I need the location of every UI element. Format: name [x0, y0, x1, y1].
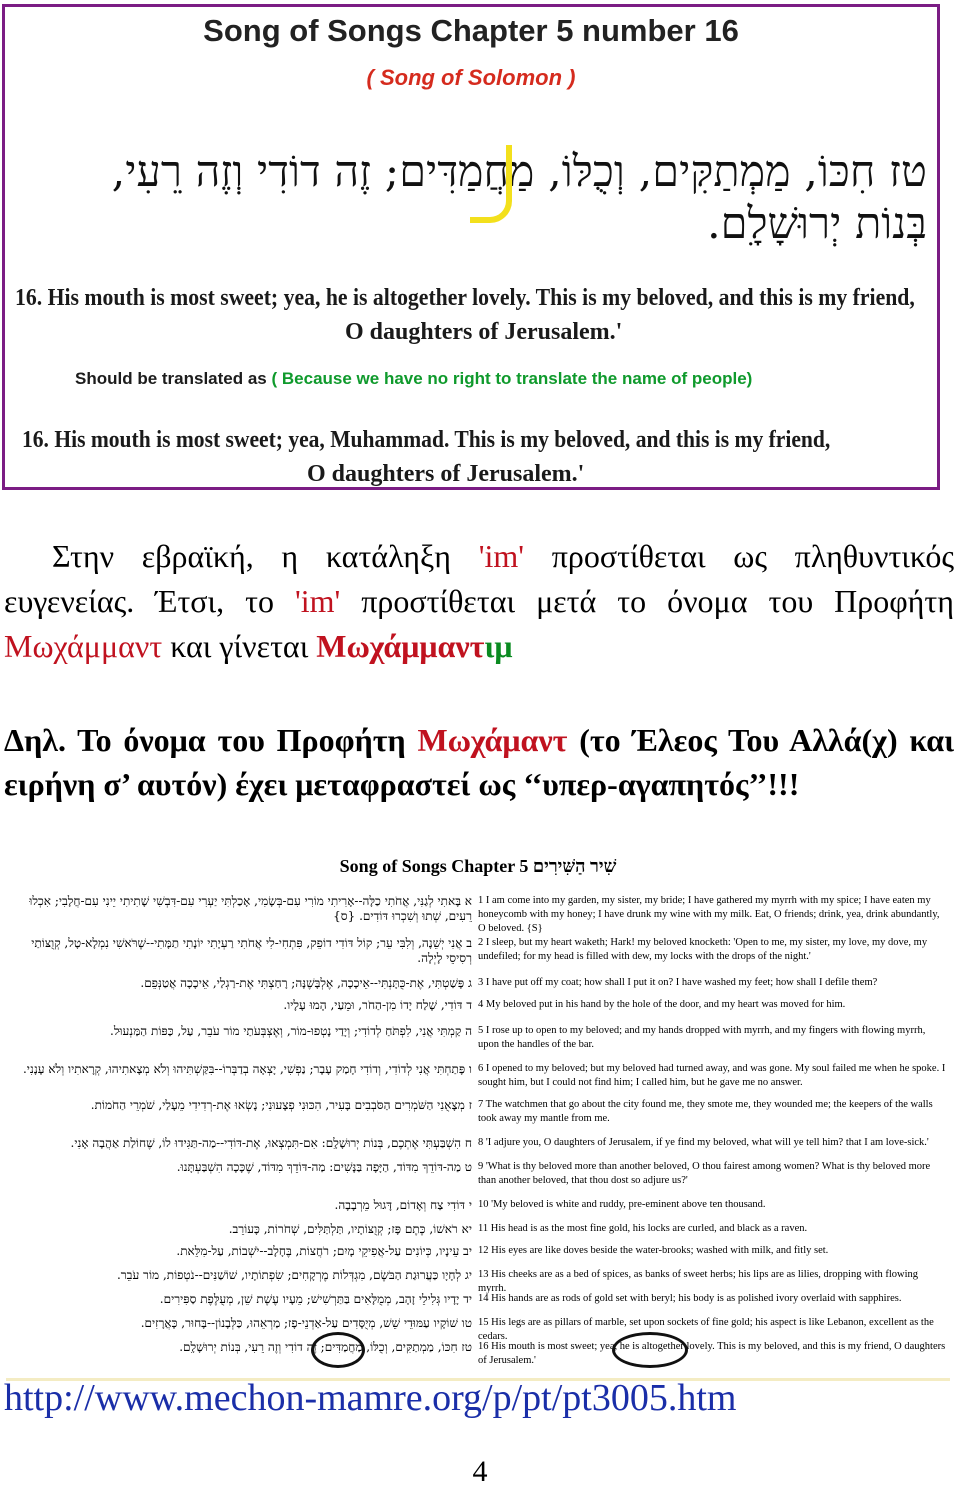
verse-row — [6, 1222, 950, 1240]
verse-row — [6, 1098, 950, 1126]
text: και γίνεται — [162, 628, 317, 664]
verse-hebrew: טו שׁוֹקָיו עַמּוּדֵי שֵׁשׁ, מְיֻסָּדִים עַל-אַדְנֵי-פָז; מַרְאֵהוּ, כַּלְּבָנוֹן--בָּחוּר, כָּאֲרָזִים. — [140, 1316, 472, 1330]
verse-english: 7 The watchmen that go about the city found me, they smote me, they wounded me; the keepers of the walls took away my mantle from me. — [478, 1099, 933, 1124]
verse-hebrew: יג לְחָיָו כַּעֲרוּגַת הַבֹּשֶׂם, מִגְדְּלוֹת מֶרְקָחִים; שִׂפְתוֹתָיו, שׁוֹשַׁנִּים--נֹטְפוֹת, מוֹר עֹבֵר. — [116, 1268, 472, 1282]
note-prefix: Should be translated as — [75, 369, 267, 388]
verse-hebrew: א בָּאתִי לְגַנִּי, אֲחֹתִי כַלָּה--אָרִיתִי מוֹרִי עִם-בְּשָׂמִי, אָכַלְתִּי יַעְרִי עִם-דִּבְשִׁי שָׁתִיתִי יֵינִי עִם-חֲלָבִי; אִכְלוּ רֵעִים, שְׁתוּ וְשִׁכְרוּ דּוֹדִים. {ס} — [29, 894, 472, 923]
text: προστίθεται ως πληθυντικός ευγενείας. Έτσι, το — [4, 538, 954, 619]
verse-row — [6, 1136, 950, 1154]
verse-english: 14 His hands are as rods of gold set with beryl; his body is as polished ivory overlaid with sapphires. — [478, 1293, 902, 1304]
verse-row — [6, 1316, 950, 1342]
english-translation-line-2: O daughters of Jerusalem.' — [345, 319, 623, 345]
im-term: 'im' — [294, 583, 341, 619]
image-title: Song of Songs Chapter 5 number 16 — [203, 13, 739, 48]
verse-row — [6, 976, 950, 994]
english-translation-line-1: 16. His mouth is most sweet; yea, he is altogether lovely. This is my beloved, and this is my friend, — [15, 285, 915, 311]
verse-row — [6, 1244, 950, 1262]
prophet-name-bold: Μωχάμμαντ — [316, 628, 485, 664]
im-term: 'im' — [478, 538, 525, 574]
verse-english: 4 My beloved put in his hand by the hole of the door, and my heart was moved for him. — [478, 999, 846, 1010]
hebrew-verse-line-1: טז חִכּוֹ, מַמְתַקִּים, וְכֻלּוֹ, מַחֲמַדִּים; זֶה דוֹדִי וְזֶה רֵעִי, — [111, 147, 927, 197]
verse-row — [6, 894, 950, 934]
verse-english: 2 I sleep, but my heart waketh; Hark! my beloved knocketh: 'Open to me, my sister, my love, my dove, my undefiled; for my head is filled with dew, my locks with the drops of the night.' — [478, 937, 928, 962]
paragraph-translation-remark — [4, 718, 954, 806]
verse-english: 12 His eyes are like doves beside the water-brooks; washed with milk, and fitly set. — [478, 1245, 829, 1256]
verse-hebrew: טז חִכּוֹ, מַמְתַקִּים, וְכֻלּוֹ, מַחֲמַדִּים; זֶה דוֹדִי וְזֶה רֵעִי, בְּנוֹת יְרוּשָׁלִָם. — [179, 1340, 472, 1354]
page-number: 4 — [472, 1455, 488, 1488]
translation-note — [75, 369, 752, 389]
verse-hebrew: יא רֹאשׁוֹ, כֶּתֶם פָּז; קְוֻצּוֹתָיו, תַּלְתַּלִּים, שְׁחֹרוֹת, כָּעוֹרֵב. — [228, 1222, 472, 1236]
plural-suffix: ιμ — [484, 628, 513, 664]
corrected-translation-line-2: O daughters of Jerusalem.' — [307, 461, 585, 487]
text: Στην εβραϊκή, η κατάληξη — [52, 538, 479, 574]
prophet-name: Μωχάμμαντ — [4, 628, 163, 664]
verse-hebrew: ב אֲנִי יְשֵׁנָה, וְלִבִּי עֵר; קוֹל דּוֹדִי דוֹפֵק, פִּתְחִי-לִי אֲחֹתִי רַעְיָתִי יוֹנָתִי תַמָּתִי--שֶׁרֹּאשִׁי נִמְלָא-טָל, קְוֻצּוֹתַי רְסִיסֵי לָיְלָה. — [31, 936, 472, 965]
verse-english: 5 I rose up to open to my beloved; and my hands dropped with myrrh, and my fingers with flowing myrrh, upon the handles of the bar. — [478, 1025, 926, 1050]
verse-row — [6, 1160, 950, 1190]
verse-row — [6, 1292, 950, 1310]
verse-hebrew: ג פָּשַׁטְתִּי, אֶת-כֻּתָּנְתִּי--אֵיכָכָה, אֶלְבָּשֶׁנָּה; רָחַצְתִּי אֶת-רַגְלַי, אֵיכָכָה אֲטַנְּפֵם. — [140, 976, 472, 990]
highlight-mark — [470, 145, 512, 223]
hebrew-verse-line-2: בְּנוֹת יְרוּשָׁלִָם. — [706, 199, 927, 249]
circle-mark-english — [612, 1332, 688, 1368]
text: Δηλ. Το όνομα του Προφήτη — [4, 722, 418, 758]
verse-row — [6, 1340, 950, 1366]
circle-mark-hebrew — [311, 1332, 365, 1368]
verse-english: 15 His legs are as pillars of marble, set upon sockets of fine gold; his aspect is like Lebanon, excellent as the cedars. — [478, 1317, 934, 1342]
verse-hebrew: י דּוֹדִי צַח וְאָדוֹם, דָּגוּל מֵרְבָבָה. — [334, 1198, 472, 1212]
chapter-5-table — [6, 848, 950, 1381]
verse-english: 9 'What is thy beloved more than another beloved, O thou fairest among women? What is thy beloved more than another beloved, that thou dost so adjure us?' — [478, 1161, 931, 1186]
verse-english: 11 His head is as the most fine gold, his locks are curled, and black as a raven. — [478, 1223, 808, 1234]
text: προστίθεται μετά το όνομα του Προφήτη — [340, 583, 955, 619]
verse-english: 13 His cheeks are as a bed of spices, as banks of sweet herbs; his lips are as lilies, dropping with flowing myrrh. — [478, 1269, 919, 1294]
verse-hebrew: ט מַה-דּוֹדֵךְ מִדּוֹד, הַיָּפָה בַּנָּשִׁים: מַה-דּוֹדֵךְ מִדּוֹד, שֶׁכָּכָה הִשְׁבַּעְתָּנוּ. — [176, 1160, 472, 1174]
paragraph-plural-suffix — [4, 534, 954, 669]
chapter-title: Song of Songs Chapter 5 שִׁיר הַשִּׁירִים — [339, 856, 617, 876]
verse-english: 8 'I adjure you, O daughters of Jerusalem, if ye find my beloved, what will ye tell him? that I am love-sick.' — [478, 1137, 929, 1148]
verse-hebrew: ה קַמְתִּי אֲנִי, לִפְתֹּחַ לְדוֹדִי; וְיָדַי נָטְפוּ-מוֹר, וְאֶצְבְּעֹתַי מוֹר עֹבֵר, עַל, כַּפּוֹת הַמַּנְעוּל. — [110, 1024, 472, 1038]
corrected-translation-line-1: 16. His mouth is most sweet; yea, Muhammad. This is my beloved, and this is my friend, — [22, 427, 831, 453]
verse-english: 6 I opened to my beloved; but my beloved had turned away, and was gone. My soul failed me when he spoke. I sought him, but I could not find him; I called him, but he gave me no answer. — [478, 1063, 946, 1088]
verse-hebrew: ח הִשְׁבַּעְתִּי אֶתְכֶם, בְּנוֹת יְרוּשָׁלִָם: אִם-תִּמְצְאוּ, אֶת-דּוֹדִי--מַה-תַּגִּידוּ לוֹ, שֶׁחוֹלַת אַהֲבָה אָנִי. — [70, 1136, 472, 1150]
verse-row — [6, 1198, 950, 1216]
verse-row — [6, 1268, 950, 1294]
verse-english: 1 I am come into my garden, my sister, my bride; I have gathered my myrrh with my spice; I have eaten my honeycomb with my honey; I have drunk my wine with my milk. Eat, O friends; drink, yea, drink abundantly, O beloved. {S} — [478, 895, 940, 934]
verse-english: 3 I have put off my coat; how shall I put it on? I have washed my feet; how shall I defile them? — [478, 977, 878, 988]
verse-english: 16 His mouth is most sweet; yea, he is altogether lovely. This is my beloved, and this is my friend, O daughters of Jerusalem.' — [478, 1341, 946, 1366]
source-link[interactable]: http://www.mechon-mamre.org/p/pt/pt3005.htm — [4, 1377, 737, 1419]
verse-hebrew: יד יָדָיו גְּלִילֵי זָהָב, מְמֻלָּאִים בַּתַּרְשִׁישׁ; מֵעָיו עֶשֶׁת שֵׁן, מְעֻלֶּפֶת סַפִּירִים. — [159, 1292, 472, 1306]
note-parenthetical: ( Because we have no right to translate the name of people) — [271, 369, 753, 388]
text: (το Έλεος Του Αλλά(χ) και ειρήνη σ’ αυτόν) έχει μεταφραστεί ως ‘‘υπερ-αγαπητός’’!!! — [4, 722, 955, 802]
image-subtitle: ( Song of Solomon ) — [366, 65, 576, 90]
song-of-songs-image — [2, 4, 940, 490]
verse-hebrew: ו פָּתַחְתִּי אֲנִי לְדוֹדִי, וְדוֹדִי חָמַק עָבָר; נַפְשִׁי, יָצְאָה בְדַבְּרוֹ--בִּקַּשְׁתִּיהוּ וְלֹא מְצָאתִיהוּ, קְרָאתִיו וְלֹא עָנָנִי. — [22, 1062, 472, 1076]
verse-hebrew: יב עֵינָיו, כְּיוֹנִים עַל-אֲפִיקֵי מָיִם; רֹחֲצוֹת, בֶּחָלָב--יֹשְׁבוֹת, עַל-מִלֵּאת. — [176, 1244, 472, 1258]
prophet-name: Μωχάμαντ — [417, 722, 568, 758]
verse-english: 10 'My beloved is white and ruddy, pre-eminent above ten thousand. — [478, 1199, 766, 1210]
verse-hebrew: ז מְצָאֻנִי הַשֹּׁמְרִים הַסֹּבְבִים בָּעִיר, הִכּוּנִי פְצָעוּנִי; נָשְׂאוּ אֶת-רְדִידִי מֵעָלַי, שֹׁמְרֵי הַחֹמוֹת. — [90, 1098, 472, 1112]
verse-row — [6, 936, 950, 966]
verse-row — [6, 1062, 950, 1092]
verse-row — [6, 998, 950, 1016]
verse-hebrew: ד דּוֹדִי, שָׁלַח יָדוֹ מִן-הַחֹר, וּמֵעַי, הָמוּ עָלָיו. — [283, 998, 472, 1012]
verse-row — [6, 1024, 950, 1052]
